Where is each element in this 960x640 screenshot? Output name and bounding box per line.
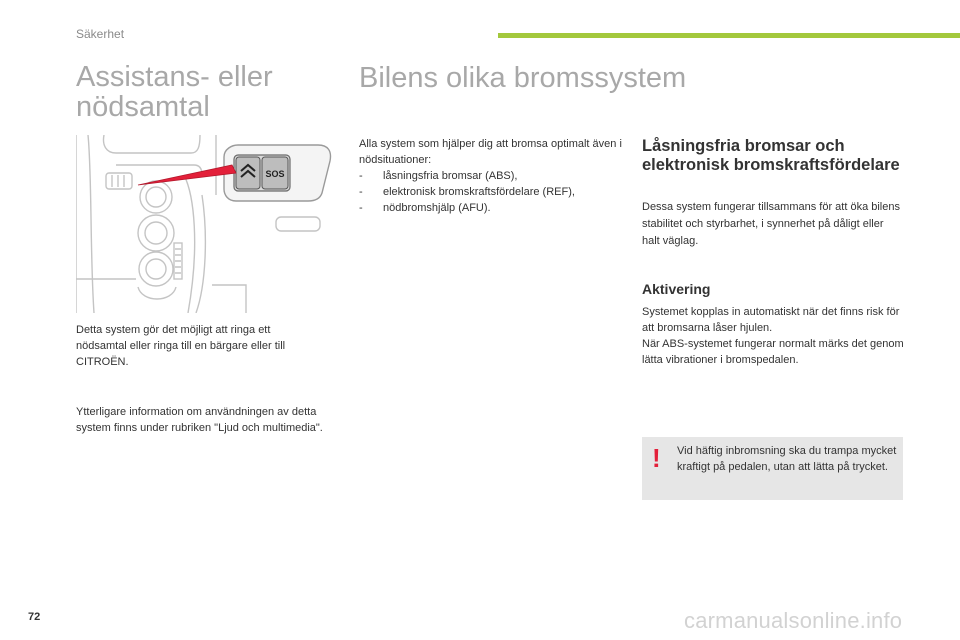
activation-paragraph — [642, 304, 904, 368]
section-label: Säkerhet — [76, 27, 125, 41]
list-item-text: nödbromshjälp (AFU). — [383, 202, 491, 214]
left-paragraph-2: Ytterligare information om användningen av detta system finns under rubriken "Ljud och multimedia". — [76, 406, 323, 434]
list-item — [359, 184, 629, 200]
list-dash: - — [359, 202, 363, 214]
abs-paragraph: Dessa system fungerar tillsammans för att öka bilens stabilitet och styrbarhet, i synnerhet på dåligt eller halt väglag. — [642, 201, 900, 247]
activation-heading: Aktivering — [642, 281, 711, 297]
list-item-text: låsningsfria bromsar (ABS), — [383, 170, 518, 182]
brake-systems-intro — [359, 136, 629, 216]
list-dash: - — [359, 170, 363, 182]
sos-console-illustration — [76, 135, 336, 313]
left-paragraph-1: Detta system gör det möjligt att ringa ett nödsamtal eller ringa till en bärgare eller till CITROËN. — [76, 324, 286, 368]
list-item — [359, 168, 629, 184]
activation-text-2: När ABS-systemet fungerar normalt märks det genom lätta vibrationer i bromspedalen. — [642, 338, 904, 366]
activation-text-1: Systemet kopplas in automatiskt när det finns risk för att bromsarna låser hjulen. — [642, 306, 900, 334]
brake-systems-list — [359, 168, 629, 216]
list-item — [359, 200, 629, 216]
abs-heading: Låsningsfria bromsar och elektronisk bromskraftsfördelare — [642, 137, 900, 174]
warning-exclamation-icon: ! — [652, 443, 661, 473]
warning-note-text: Vid häftig inbromsning ska du trampa mycket kraftigt på pedalen, utan att lätta på trycket. — [677, 445, 897, 473]
sos-control-panel — [224, 145, 331, 201]
list-item-text: elektronisk bromskraftsfördelare (REF), — [383, 186, 575, 198]
warning-note — [642, 437, 903, 500]
list-dash: - — [359, 186, 363, 198]
left-title: Assistans- eller nödsamtal — [76, 61, 273, 123]
section-accent-bar — [498, 33, 960, 38]
intro-text: Alla system som hjälper dig att bromsa optimalt även i nödsituationer: — [359, 138, 622, 166]
page-number: 72 — [28, 611, 41, 623]
right-title: Bilens olika bromssystem — [359, 62, 687, 94]
watermark: carmanualsonline.info — [684, 608, 903, 633]
sos-button-label: SOS — [265, 169, 285, 179]
